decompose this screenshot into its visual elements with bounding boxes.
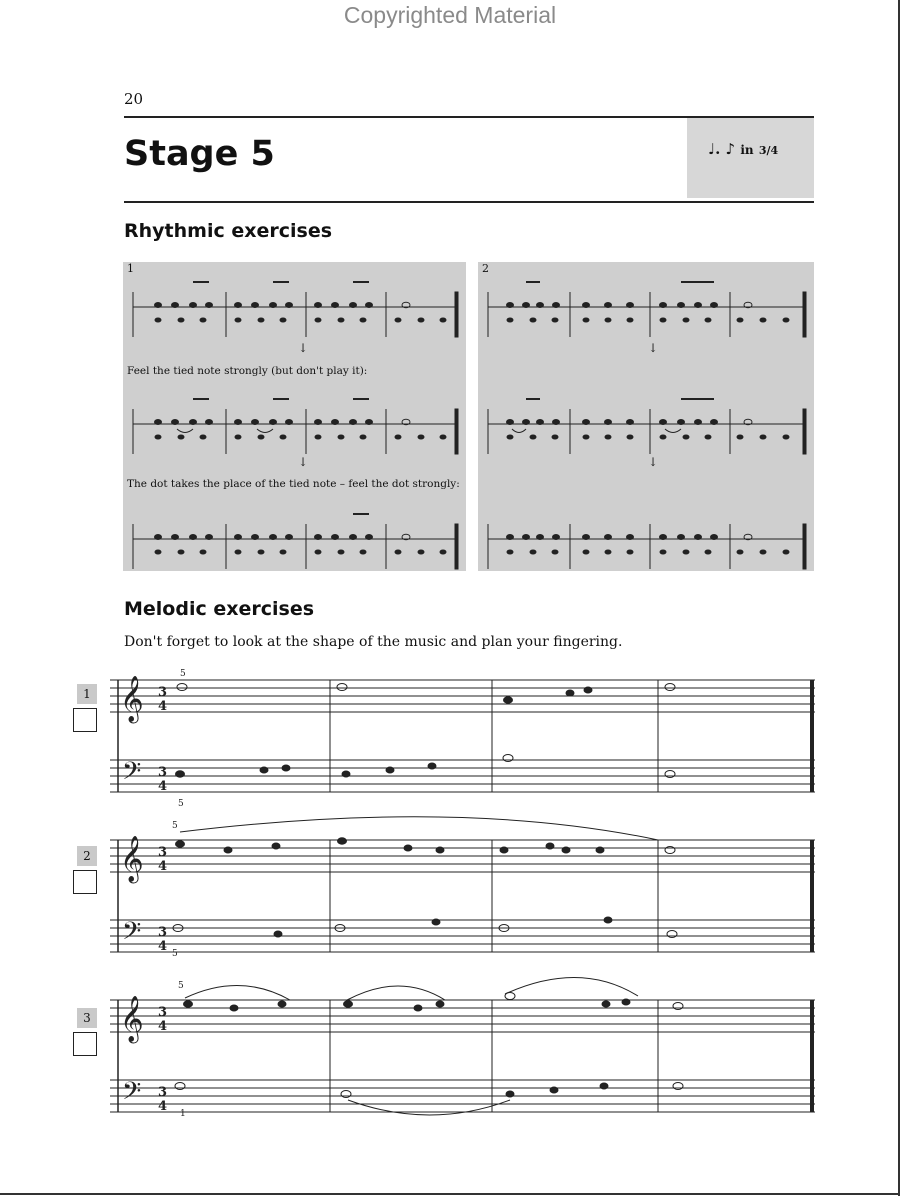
svg-text:1: 1 — [180, 1109, 186, 1119]
melodic-title: Melodic exercises — [124, 598, 315, 620]
rhythm-notation-1 — [123, 262, 466, 571]
svg-text:5: 5 — [172, 949, 178, 959]
svg-text:5: 5 — [178, 799, 184, 809]
exercise-2-checkbox[interactable] — [73, 870, 97, 894]
exercise-1-checkbox[interactable] — [73, 708, 97, 732]
meter-label: in — [740, 143, 754, 157]
exercise-number-2: 2 — [77, 846, 97, 866]
svg-text:5: 5 — [172, 821, 178, 831]
svg-text:↓: ↓ — [298, 341, 309, 355]
melodic-score — [110, 660, 820, 1130]
svg-text:↓: ↓ — [648, 455, 659, 469]
svg-text:↓: ↓ — [298, 455, 309, 469]
rhythm-caption-dot: The dot takes the place of the tied note – feel the dot strongly: — [127, 478, 460, 490]
rhythm-number-1: 1 — [127, 262, 134, 275]
time-signature: 3/4 — [758, 144, 779, 157]
rhythm-caption-tied: Feel the tied note strongly (but don't play it): — [127, 365, 368, 377]
meter-box — [687, 118, 814, 198]
exercise-number-3: 3 — [77, 1008, 97, 1028]
page-number: 20 — [124, 90, 144, 108]
svg-text:5: 5 — [178, 981, 184, 991]
rhythm-panel-1 — [123, 262, 466, 571]
rhythmic-title: Rhythmic exercises — [124, 220, 333, 242]
exercise-number-1: 1 — [77, 684, 97, 704]
meter-description — [708, 140, 778, 158]
stage-title: Stage 5 — [124, 134, 275, 174]
rhythm-panel-2 — [478, 262, 814, 571]
svg-text:5: 5 — [180, 669, 186, 679]
rhythm-notation-2 — [478, 262, 814, 571]
rhythm-number-2: 2 — [482, 262, 489, 275]
dotted-quarter-eighth-glyphs: ♩. ♪ — [708, 140, 736, 158]
melodic-instruction: Don't forget to look at the shape of the music and plan your fingering. — [124, 634, 623, 650]
copyright-watermark: Copyrighted Material — [343, 2, 557, 28]
exercise-3-checkbox[interactable] — [73, 1032, 97, 1056]
svg-text:↓: ↓ — [648, 341, 659, 355]
page-bottom-border — [0, 1193, 900, 1195]
header-bottom-rule — [124, 201, 814, 203]
